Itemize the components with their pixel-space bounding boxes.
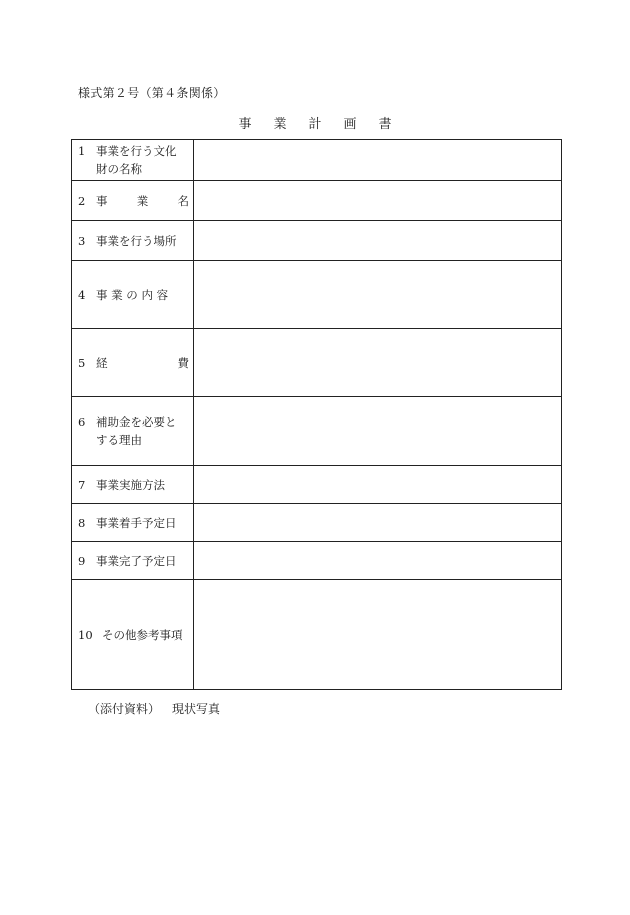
label-char: 業 bbox=[136, 193, 149, 208]
row-label: 事業実施方法 bbox=[96, 477, 165, 492]
title-char: 計 bbox=[308, 117, 322, 132]
table-row-cultural-property-name bbox=[72, 140, 562, 181]
row-label: その他参考事項 bbox=[102, 627, 183, 642]
row-label-cell bbox=[72, 580, 194, 690]
label-char: 名 bbox=[177, 193, 189, 208]
table-row-project-name bbox=[72, 181, 562, 221]
label-char: 経 bbox=[96, 355, 108, 370]
table-row-completion-date bbox=[72, 542, 562, 580]
row-label-cell bbox=[72, 140, 194, 181]
row-label-cell bbox=[72, 261, 194, 329]
attachment-note bbox=[88, 700, 220, 717]
row-number: 6 bbox=[78, 415, 86, 429]
table-row-project-location bbox=[72, 221, 562, 261]
row-label bbox=[96, 192, 189, 210]
title-char: 業 bbox=[273, 117, 287, 132]
attachment-value: 現状写真 bbox=[172, 702, 221, 716]
row-number: 5 bbox=[78, 355, 86, 370]
row-label-cell bbox=[72, 221, 194, 261]
title-char: 事 bbox=[238, 117, 252, 132]
row-number: 9 bbox=[78, 553, 86, 568]
row-number: 1 bbox=[78, 144, 86, 158]
form-number-label: 様式第２号（第４条関係） bbox=[78, 86, 226, 100]
row-label-cell bbox=[72, 181, 194, 221]
row-number: 10 bbox=[78, 627, 93, 642]
row-value-cell[interactable] bbox=[194, 140, 562, 181]
table-row-implementation-method bbox=[72, 466, 562, 504]
row-number: 2 bbox=[78, 193, 86, 208]
table-row-project-content bbox=[72, 261, 562, 329]
attachment-label: （添付資料） bbox=[88, 702, 161, 716]
row-label-cell bbox=[72, 329, 194, 397]
row-value-cell[interactable] bbox=[194, 261, 562, 329]
row-number: 8 bbox=[78, 515, 86, 530]
title-char: 画 bbox=[343, 117, 357, 132]
row-label-cell bbox=[72, 542, 194, 580]
row-value-cell[interactable] bbox=[194, 466, 562, 504]
row-label-cell bbox=[72, 504, 194, 542]
row-value-cell[interactable] bbox=[194, 181, 562, 221]
row-value-cell[interactable] bbox=[194, 397, 562, 466]
table-row-start-date bbox=[72, 504, 562, 542]
row-value-cell[interactable] bbox=[194, 504, 562, 542]
row-value-cell[interactable] bbox=[194, 542, 562, 580]
label-char: 事 bbox=[96, 193, 108, 208]
row-label-cell bbox=[72, 397, 194, 466]
table-row-expenses bbox=[72, 329, 562, 397]
row-label: 事 業 の 内 容 bbox=[96, 287, 169, 302]
row-number: 3 bbox=[78, 233, 86, 248]
row-label bbox=[96, 354, 189, 372]
document-title bbox=[0, 113, 630, 132]
row-label: 事業着手予定日 bbox=[96, 515, 177, 530]
row-label: 事業完了予定日 bbox=[96, 553, 177, 568]
row-label: 事業を行う場所 bbox=[96, 233, 177, 248]
title-char: 書 bbox=[378, 117, 392, 132]
row-value-cell[interactable] bbox=[194, 580, 562, 690]
row-label: 事業を行う文化 財の名称 bbox=[96, 144, 177, 176]
row-number: 4 bbox=[78, 287, 86, 302]
row-value-cell[interactable] bbox=[194, 221, 562, 261]
table-row-other-notes bbox=[72, 580, 562, 690]
table-row-subsidy-reason bbox=[72, 397, 562, 466]
row-number: 7 bbox=[78, 477, 86, 492]
row-value-cell[interactable] bbox=[194, 329, 562, 397]
label-char: 費 bbox=[177, 355, 189, 370]
plan-table bbox=[71, 139, 562, 690]
row-label-cell bbox=[72, 466, 194, 504]
row-label: 補助金を必要と する理由 bbox=[96, 415, 177, 447]
